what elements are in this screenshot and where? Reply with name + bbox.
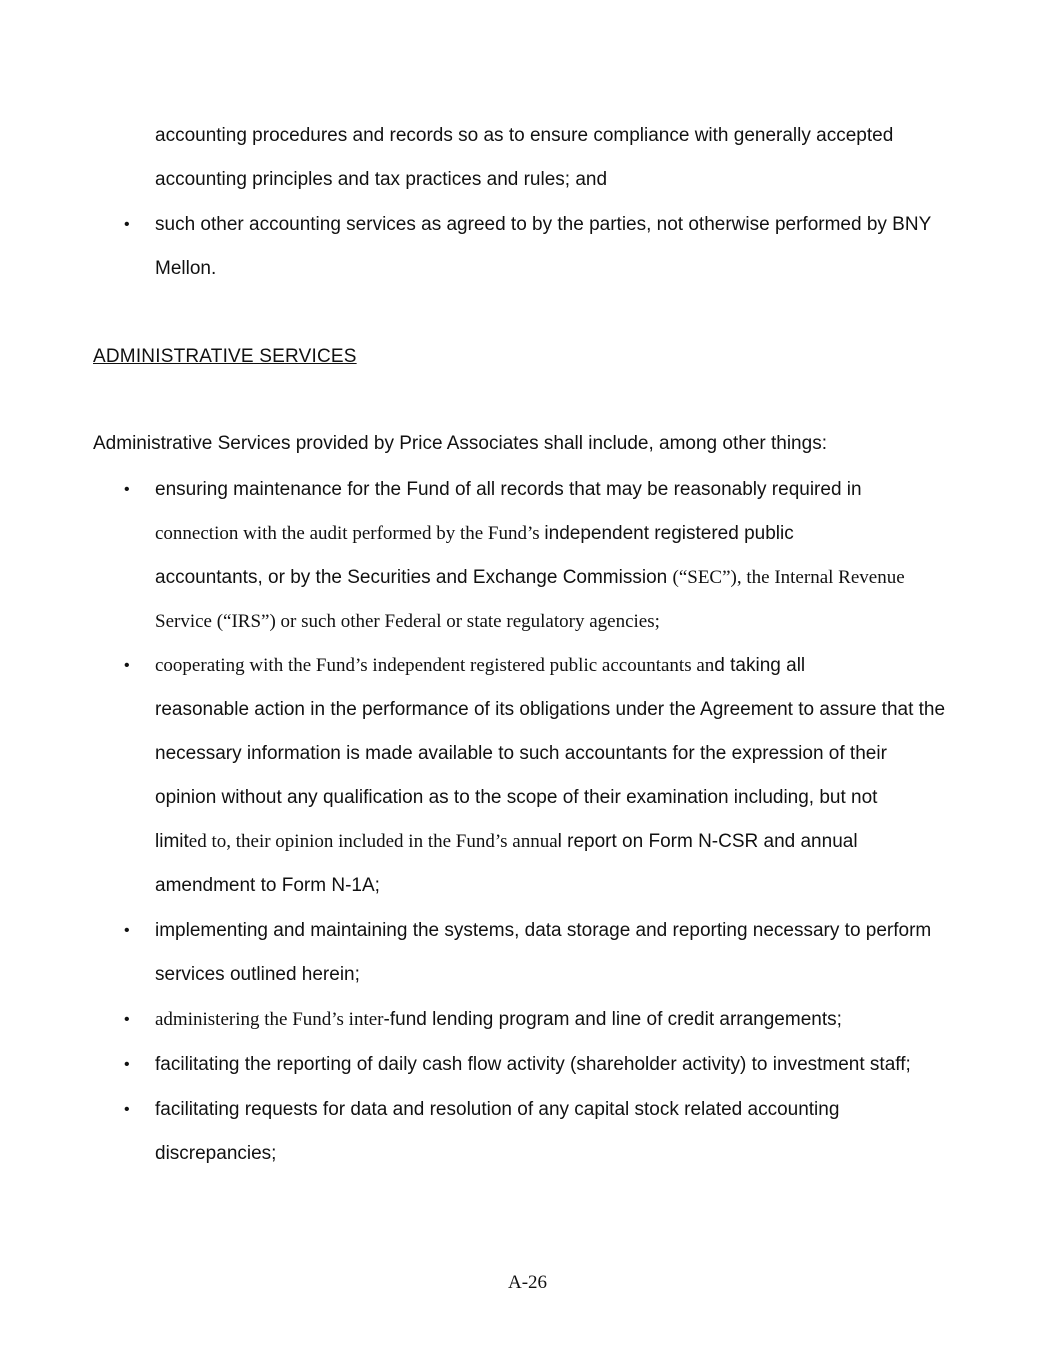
bullet-6-line-2: discrepancies;	[155, 1143, 277, 1164]
bullet-1-line-1: ensuring maintenance for the Fund of all records that may be reasonably required in	[155, 479, 862, 500]
bullet-2-line-5-sans-b: l report on Form N-CSR and annual	[557, 831, 858, 852]
bullet-1-line-3-sans: accountants, or by the Securities and Exchange Commission	[155, 567, 673, 588]
bullet-other-services-line-1: such other accounting services as agreed to by the parties, not otherwise performed by BNY	[155, 214, 932, 235]
bullet-4-line-1	[155, 1008, 842, 1032]
bullet-2-line-1-sans: d taking all	[714, 655, 806, 676]
bullet-2-line-4: opinion without any qualification as to the scope of their examination including, but not	[155, 787, 878, 808]
bullet-1-line-2-serif: connection with the audit performed by the Fund’s	[155, 523, 545, 544]
bullet-2-line-5	[155, 830, 858, 854]
bullet-1-line-2-sans: independent registered public	[544, 523, 794, 544]
bullet-icon: •	[124, 1101, 130, 1118]
bullet-icon: •	[124, 1011, 130, 1028]
bullet-1-line-3	[155, 566, 905, 590]
bullet-2-line-3: necessary information is made available to such accountants for the expression of their	[155, 743, 887, 764]
bullet-3-line-1: implementing and maintaining the systems, data storage and reporting necessary to perform	[155, 920, 932, 941]
bullet-2-line-1-serif: cooperating with the Fund’s independent registered public accountants an	[155, 655, 715, 676]
section-heading: ADMINISTRATIVE SERVICES	[93, 346, 357, 367]
bullet-2-line-5-sans-a: limit	[155, 831, 189, 852]
bullet-1-line-3-serif: (“SEC”), the Internal Revenue	[672, 567, 905, 588]
bullet-2-line-6: amendment to Form N-1A;	[155, 875, 380, 896]
intro-paragraph: Administrative Services provided by Price Associates shall include, among other things:	[93, 433, 827, 454]
bullet-other-services-line-2: Mellon.	[155, 258, 217, 279]
bullet-icon: •	[124, 1056, 130, 1073]
bullet-4-line-1-serif: administering the Fund’s inter	[155, 1009, 384, 1030]
continuation-line-2: accounting principles and tax practices and rules; and	[155, 169, 608, 190]
bullet-5-line-1: facilitating the reporting of daily cash flow activity (shareholder activity) to investment staff;	[155, 1054, 911, 1075]
bullet-3-line-2: services outlined herein;	[155, 964, 360, 985]
bullet-2-line-5-serif: ed to, their opinion included in the Fund’s annua	[188, 831, 558, 852]
bullet-2-line-1	[155, 654, 805, 678]
bullet-icon: •	[124, 481, 130, 498]
bullet-1-line-2	[155, 522, 794, 546]
bullet-icon: •	[124, 657, 130, 674]
bullet-icon: •	[124, 922, 130, 939]
bullet-icon: •	[124, 216, 130, 233]
bullet-1-line-4: Service (“IRS”) or such other Federal or state regulatory agencies;	[155, 611, 660, 632]
bullet-4-line-1-sans: -fund lending program and line of credit arrangements;	[383, 1009, 842, 1030]
bullet-2-line-2: reasonable action in the performance of its obligations under the Agreement to assure that the	[155, 699, 946, 720]
page-number: A-26	[507, 1272, 548, 1293]
continuation-line-1: accounting procedures and records so as to ensure compliance with generally accepted	[155, 125, 894, 146]
bullet-6-line-1: facilitating requests for data and resolution of any capital stock related accounting	[155, 1099, 840, 1120]
